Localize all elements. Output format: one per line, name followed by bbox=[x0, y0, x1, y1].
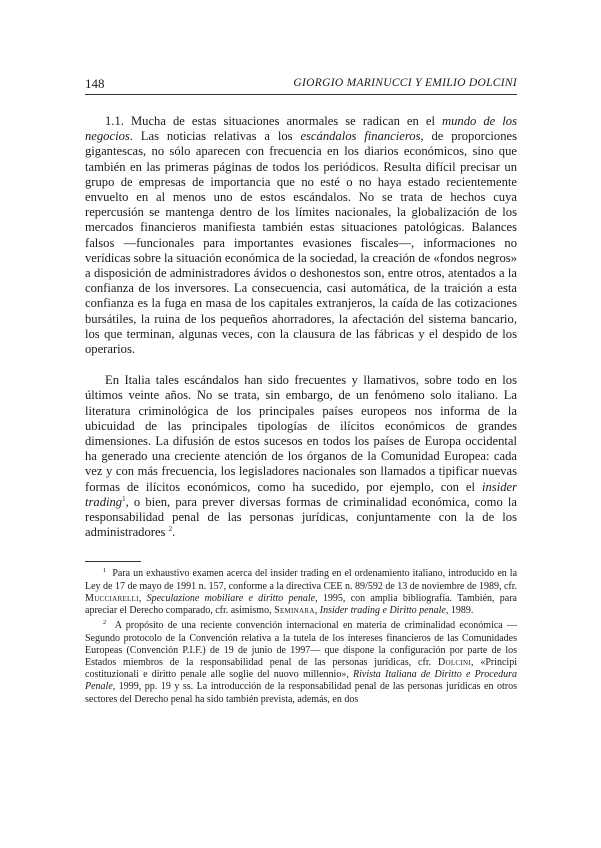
page-number: 148 bbox=[85, 76, 105, 91]
text-run: 1.1. Mucha de estas situaciones anormales se radican en el bbox=[105, 114, 443, 128]
footnote-ref-2: 2 bbox=[168, 525, 173, 534]
body-text bbox=[85, 114, 517, 540]
footnote-mark: 1 bbox=[103, 567, 107, 575]
italic-phrase: escándalos financieros bbox=[300, 129, 421, 144]
text-run: , «Principi costituzionali e diritto penale alle soglie del nuovo millennio», bbox=[85, 656, 517, 681]
footnote-ref-1: 1 bbox=[122, 494, 126, 503]
text-run: . bbox=[172, 525, 176, 540]
footnote-1 bbox=[85, 568, 517, 617]
text-run: Para un exhaustivo examen acerca del insider trading en el ordenamiento italiano, introducido en la Ley de 17 de mayo de 1991 n. 157, conforme a la directiva CEE n. 89/592 de 13 de noviembre de 1989, cfr. bbox=[85, 568, 518, 592]
work-title: Insider trading e Diritto penale bbox=[319, 605, 446, 617]
running-head: GIORGIO MARINUCCI Y EMILIO DOLCINI bbox=[293, 77, 517, 89]
text-run: , bbox=[138, 592, 147, 604]
paragraph-1 bbox=[85, 114, 517, 357]
footnote-mark: 2 bbox=[103, 619, 107, 627]
author-name: Seminara bbox=[274, 605, 315, 617]
paragraph-2 bbox=[85, 373, 517, 540]
journal-title: Rivista Italiana de Diritto e Procedura Penale bbox=[85, 669, 517, 693]
text-run: En Italia tales escándalos han sido frecuentes y llamativos, sobre todo en los últimos veinte años. No se trata, sin embargo, de un fenómeno solo italiano. La literatura criminológica de los principales países europeos nos informa de la ubicuidad de las principales tipologías de ilícitos económicos de grandes dimensiones. La difusión de estos sucesos en todos los países de Europa occidental ha generado una creciente atención de los órganos de la Comunidad Europea: cada vez y con más frecuencia, los legisladores nacionales son llamados a tipificar nuevas formas de ilícitos económicos, como ha sucedido, por ejemplo, con el bbox=[85, 373, 517, 494]
text-run: , de proporciones gigantescas, no sólo aparecen con frecuencia en los diarios económicos, sino que también en las primeras páginas de todos los periódicos. Resulta difícil precisar un grupo de empresas de importancia que no esté o no haya estado recientemente envuelto en al menos uno de estos escándalos. No se trata de hechos cuya repercusión se mantenga dentro de los límites nacionales, la globalización de los mercados financieros manifiesta también estas situaciones patológicas. Balances falsos —funcionales para importantes evasiones fiscales—, informaciones no verídicas sobre la situación económica de la sociedad, la creación de «fondos negros» a disposición de administradores ávidos o deshonestos son, entre otros, atentados a la confianza de los inversores. La consecuencia, casi automática, de la traición a esta confianza es la fuga en masa de los capitales extranjeros, la caída de las cotizaciones bursátiles, la ruina de los pequeños ahorradores, la afectación del sistema bancario, los que terminan, algunas veces, con la clausura de las fábricas y el despido de los operarios. bbox=[85, 129, 517, 357]
author-name: Dolcini bbox=[437, 656, 471, 668]
italic-phrase: mundo de los negocios bbox=[85, 114, 517, 144]
text-run: , 1995, con amplia bibliografía. También, para apreciar el Derecho comparado, cfr. asimismo, bbox=[85, 592, 518, 617]
footnote-2 bbox=[85, 620, 517, 705]
page-header bbox=[85, 76, 517, 95]
text-run: , bbox=[314, 605, 320, 617]
text-run: , 1999, pp. 19 y ss. La introducción de la responsabilidad penal de las personas jurídicas en otros sectores del Derecho penal ha sido también prevista, además, en dos bbox=[85, 681, 517, 705]
text-run: A propósito de una reciente convención internacional en materia de criminalidad económica —Segundo protocolo de la Convención relativa a la tutela de los intereses financieros de las Comunidades Europeas (Convención P.I.F.) de 19 de junio de 1997— que dispone la configuración por parte de los Estados miembros de la responsabilidad penal de las personas jurídicas, cfr. bbox=[85, 620, 517, 668]
footnote-divider bbox=[85, 561, 141, 562]
text-run: , 1989. bbox=[445, 605, 474, 617]
text-run: . Las noticias relativas a los bbox=[129, 129, 301, 144]
text-run: , o bien, para prever diversas formas de criminalidad económica, como la responsabilidad penal de las personas jurídicas, conjuntamente con la de los administradores bbox=[85, 494, 517, 540]
italic-phrase: insider trading bbox=[85, 479, 517, 509]
author-name: Mucciarelli bbox=[85, 592, 139, 604]
footnotes bbox=[85, 568, 517, 705]
work-title: Speculazione mobiliare e diritto penale bbox=[146, 592, 316, 604]
book-page bbox=[85, 76, 517, 706]
